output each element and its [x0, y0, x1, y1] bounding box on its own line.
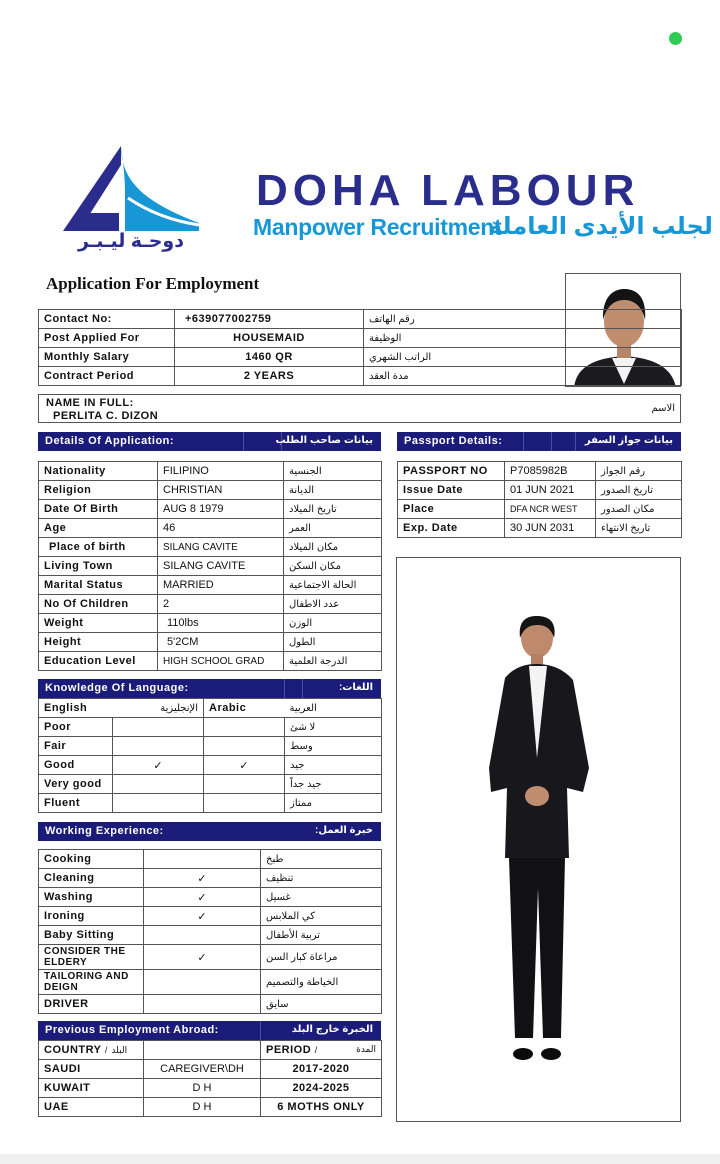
table-row	[39, 614, 382, 633]
skill-label: Baby Sitting	[39, 926, 144, 945]
contact-table	[38, 309, 682, 386]
skill-check	[144, 850, 261, 869]
divider	[302, 679, 303, 698]
level-label-arabic: جيد	[285, 756, 382, 775]
table-row	[39, 907, 382, 926]
arabic-column-label: Arabic	[204, 699, 285, 718]
empty-cell	[144, 1041, 261, 1060]
arabic-level-check	[204, 794, 285, 813]
table-row	[39, 462, 382, 481]
abroad-period: 6 MOTHS ONLY	[261, 1098, 382, 1117]
table-row	[39, 1079, 382, 1098]
english-level-check	[113, 737, 204, 756]
company-logo-icon	[55, 143, 205, 238]
table-row	[39, 595, 382, 614]
divider	[551, 432, 552, 451]
detail-label-arabic: عدد الاطفال	[284, 595, 382, 614]
table-row	[398, 519, 682, 538]
detail-value: AUG 8 1979	[158, 500, 284, 519]
passport-label-arabic: مكان الصدور	[596, 500, 682, 519]
abroad-period: 2017-2020	[261, 1060, 382, 1079]
table-row	[39, 367, 682, 386]
detail-label: Age	[39, 519, 158, 538]
details-header	[38, 432, 381, 451]
skill-check: ✓	[144, 869, 261, 888]
table-row	[39, 481, 382, 500]
country-column-label: COUNTRY	[44, 1044, 102, 1056]
passport-value: 30 JUN 2031	[505, 519, 596, 538]
language-table	[38, 698, 382, 813]
detail-label-arabic: تاريخ الميلاد	[284, 500, 382, 519]
skill-label-arabic: تربية الأطفال	[261, 926, 382, 945]
table-row	[398, 481, 682, 500]
abroad-header-label: Previous Employment Abroad:	[45, 1024, 219, 1036]
divider	[284, 679, 285, 698]
contact-label: Contact No:	[39, 310, 175, 329]
divider	[260, 1021, 261, 1040]
details-table	[38, 461, 382, 671]
arabic-level-check	[204, 718, 285, 737]
period-column-header	[261, 1041, 382, 1060]
level-label: Fair	[39, 737, 113, 756]
abroad-country: KUWAIT	[39, 1079, 144, 1098]
abroad-position: CAREGIVER\DH	[144, 1060, 261, 1079]
passport-value: P7085982B	[505, 462, 596, 481]
detail-label-arabic: مكان الميلاد	[284, 538, 382, 557]
passport-value: DFA NCR WEST	[505, 500, 596, 519]
abroad-period: 2024-2025	[261, 1079, 382, 1098]
post-label-arabic: الوظيفة	[364, 329, 682, 348]
abroad-position: D H	[144, 1098, 261, 1117]
detail-label-arabic: الوزن	[284, 614, 382, 633]
details-header-label: Details Of Application:	[45, 435, 175, 447]
period-column-arabic: المدة	[356, 1044, 376, 1054]
brand-subtitle: Manpower Recruitment	[253, 214, 502, 240]
detail-value: SILANG CAVITE	[158, 557, 284, 576]
period-column-label: PERIOD	[266, 1044, 312, 1056]
level-label-arabic: وسط	[285, 737, 382, 756]
skill-label: CONSIDER THE ELDERY	[39, 945, 144, 970]
table-row	[39, 519, 382, 538]
contract-label: Contract Period	[39, 367, 175, 386]
english-level-check: ✓	[113, 756, 204, 775]
skill-label: Ironing	[39, 907, 144, 926]
experience-header	[38, 822, 381, 841]
table-row	[39, 1060, 382, 1079]
salary-label-arabic: الراتب الشهري	[364, 348, 682, 367]
table-row	[39, 869, 382, 888]
passport-label: Exp. Date	[398, 519, 505, 538]
contract-value: 2 YEARS	[175, 367, 364, 386]
detail-label: Height	[39, 633, 158, 652]
experience-header-arabic: خبرة العمل:	[315, 825, 373, 836]
table-row	[39, 945, 382, 970]
detail-label: Education Level	[39, 652, 158, 671]
skill-label: DRIVER	[39, 995, 144, 1014]
table-row	[39, 500, 382, 519]
level-label: Very good	[39, 775, 113, 794]
slash-separator: /	[314, 1045, 318, 1055]
detail-label: Marital Status	[39, 576, 158, 595]
table-row	[39, 1098, 382, 1117]
name-label: NAME IN FULL:	[46, 397, 134, 409]
arabic-column-arabic: العربية	[285, 699, 382, 718]
detail-value: MARRIED	[158, 576, 284, 595]
table-row	[39, 576, 382, 595]
detail-label: Weight	[39, 614, 158, 633]
table-row	[39, 970, 382, 995]
passport-header	[397, 432, 681, 451]
skill-label: TAILORING AND DEIGN	[39, 970, 144, 995]
arabic-level-check: ✓	[204, 756, 285, 775]
level-label: Good	[39, 756, 113, 775]
contact-label-arabic: رقم الهاتف	[364, 310, 682, 329]
table-row	[39, 699, 382, 718]
passport-label-arabic: رقم الجواز	[596, 462, 682, 481]
table-row	[39, 850, 382, 869]
table-row	[39, 718, 382, 737]
skill-label: Washing	[39, 888, 144, 907]
detail-label: Living Town	[39, 557, 158, 576]
passport-header-arabic: بيانات جواز السفر	[584, 435, 673, 446]
detail-value: HIGH SCHOOL GRAD	[158, 652, 284, 671]
detail-value: FILIPINO	[158, 462, 284, 481]
detail-value: 5'2CM	[158, 633, 284, 652]
language-header-arabic: اللغات:	[338, 682, 373, 693]
detail-label: Place of birth	[39, 538, 158, 557]
table-row	[39, 633, 382, 652]
slash-separator: /	[104, 1045, 108, 1055]
skill-check	[144, 995, 261, 1014]
abroad-header-arabic: الخبرة خارج البلد	[291, 1024, 373, 1035]
abroad-header	[38, 1021, 381, 1040]
divider	[575, 432, 576, 451]
brand-name: DOHA LABOUR	[256, 166, 640, 215]
passport-label: Place	[398, 500, 505, 519]
english-level-check	[113, 794, 204, 813]
experience-table	[38, 849, 382, 1014]
table-row	[39, 538, 382, 557]
skill-check: ✓	[144, 907, 261, 926]
country-column-header	[39, 1041, 144, 1060]
salary-label: Monthly Salary	[39, 348, 175, 367]
abroad-position: D H	[144, 1079, 261, 1098]
detail-value: SILANG CAVITE	[158, 538, 284, 557]
detail-label: Nationality	[39, 462, 158, 481]
table-row	[39, 888, 382, 907]
abroad-table	[38, 1040, 382, 1117]
contract-label-arabic: مدة العقد	[364, 367, 682, 386]
passport-label-arabic: تاريخ الصدور	[596, 481, 682, 500]
name-label-arabic: الاسم	[651, 403, 675, 414]
brand-subtitle-arabic: لجلب الأيدى العاملة	[488, 213, 713, 240]
passport-value: 01 JUN 2021	[505, 481, 596, 500]
detail-label: Religion	[39, 481, 158, 500]
contact-value: +639077002759	[175, 310, 364, 329]
skill-label-arabic: تنظيف	[261, 869, 382, 888]
table-row	[39, 329, 682, 348]
skill-label-arabic: غسيل	[261, 888, 382, 907]
passport-header-label: Passport Details:	[404, 435, 503, 447]
passport-table	[397, 461, 682, 538]
detail-label-arabic: الطول	[284, 633, 382, 652]
table-row	[39, 310, 682, 329]
passport-label-arabic: تاريخ الانتهاء	[596, 519, 682, 538]
abroad-country: SAUDI	[39, 1060, 144, 1079]
salary-value: 1460 QR	[175, 348, 364, 367]
details-header-arabic: بيانات صاحب الطلب	[275, 435, 373, 446]
detail-label: No Of Children	[39, 595, 158, 614]
table-row	[39, 794, 382, 813]
name-box	[38, 394, 681, 423]
detail-value: 110lbs	[158, 614, 284, 633]
skill-label-arabic: طبخ	[261, 850, 382, 869]
bottom-strip	[0, 1154, 720, 1164]
language-header	[38, 679, 381, 698]
detail-label: Date Of Birth	[39, 500, 158, 519]
detail-label-arabic: العمر	[284, 519, 382, 538]
table-row	[39, 348, 682, 367]
experience-header-label: Working Experience:	[45, 825, 164, 837]
level-label-arabic: لا شئ	[285, 718, 382, 737]
logo-arabic-text: دوحـة ليـبـر	[77, 231, 184, 252]
post-label: Post Applied For	[39, 329, 175, 348]
passport-label: PASSPORT NO	[398, 462, 505, 481]
skill-label-arabic: الخياطة والتصميم	[261, 970, 382, 995]
skill-check	[144, 926, 261, 945]
english-column-label: English	[39, 699, 113, 718]
english-column-arabic: الإنجليزية	[113, 699, 204, 718]
skill-label-arabic: كي الملابس	[261, 907, 382, 926]
table-row	[39, 756, 382, 775]
table-row	[39, 557, 382, 576]
skill-label: Cleaning	[39, 869, 144, 888]
level-label: Fluent	[39, 794, 113, 813]
country-column-arabic: البلد	[111, 1045, 128, 1055]
divider	[523, 432, 524, 451]
detail-value: CHRISTIAN	[158, 481, 284, 500]
language-header-label: Knowledge Of Language:	[45, 682, 189, 694]
english-level-check	[113, 775, 204, 794]
detail-label-arabic: الحالة الاجتماعية	[284, 576, 382, 595]
detail-value: 2	[158, 595, 284, 614]
table-row	[39, 995, 382, 1014]
page-title: Application For Employment	[46, 274, 260, 293]
skill-check	[144, 970, 261, 995]
skill-label: Cooking	[39, 850, 144, 869]
post-value: HOUSEMAID	[175, 329, 364, 348]
skill-check: ✓	[144, 888, 261, 907]
table-row	[398, 500, 682, 519]
table-row	[39, 652, 382, 671]
abroad-country: UAE	[39, 1098, 144, 1117]
applicant-photo-full	[396, 557, 681, 1122]
table-row	[39, 1041, 382, 1060]
arabic-level-check	[204, 737, 285, 756]
english-level-check	[113, 718, 204, 737]
table-row	[39, 775, 382, 794]
table-row	[39, 737, 382, 756]
status-dot	[669, 32, 682, 45]
skill-label-arabic: سايق	[261, 995, 382, 1014]
table-row	[398, 462, 682, 481]
passport-label: Issue Date	[398, 481, 505, 500]
detail-label-arabic: الجنسية	[284, 462, 382, 481]
divider	[243, 432, 244, 451]
table-row	[39, 926, 382, 945]
level-label-arabic: جيد جداً	[285, 775, 382, 794]
detail-label-arabic: الديانة	[284, 481, 382, 500]
arabic-level-check	[204, 775, 285, 794]
detail-value: 46	[158, 519, 284, 538]
name-value: PERLITA C. DIZON	[53, 410, 159, 422]
level-label-arabic: ممتاز	[285, 794, 382, 813]
detail-label-arabic: الدرجة العلمية	[284, 652, 382, 671]
skill-label-arabic: مراعاة كبار السن	[261, 945, 382, 970]
person-full-body-icon	[397, 558, 681, 1122]
detail-label-arabic: مكان السكن	[284, 557, 382, 576]
level-label: Poor	[39, 718, 113, 737]
skill-check: ✓	[144, 945, 261, 970]
